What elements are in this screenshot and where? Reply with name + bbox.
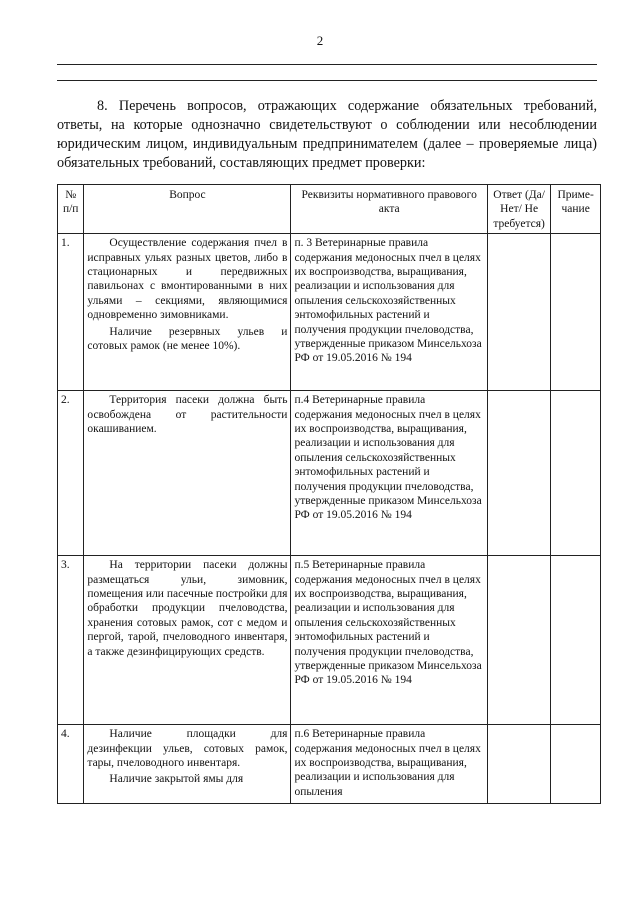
row-number: 3. [58,556,84,725]
answer-cell[interactable] [487,725,550,804]
header-rule-bottom [57,80,597,81]
question-text: Наличие площадки для дезинфекции ульев, сотовых рамок, тары, пчеловодного инвентаря. [87,728,288,770]
reference-cell: п.6 Ветеринарные правила содержания медоносных пчел в целях их воспроизводства, выращивания, реализации и использования для опыления [291,725,487,804]
table-header-row [58,185,601,234]
note-cell[interactable] [551,391,601,556]
header-question: Вопрос [84,185,291,234]
table-row [58,234,601,391]
table-row [58,391,601,556]
question-text: Наличие резервных ульев и сотовых рамок (не менее 10%). [87,325,288,353]
note-cell[interactable] [551,725,601,804]
header-note: Приме-чание [551,185,601,234]
question-text: Территория пасеки должна быть освобождена от растительности окашиванием. [87,394,288,436]
answer-cell[interactable] [487,391,550,556]
question-text: Осуществление содержания пчел в исправных ульях разных цветов, либо в стационарных и передвижных павильонах с вмонтированными в них ульями – секциями, являющимися одновременно зимовниками. [87,237,288,322]
row-number: 1. [58,234,84,391]
reference-cell: п.4 Ветеринарные правила содержания медоносных пчел в целях их воспроизводства, выращивания, реализации и использования для опыления сельскохозяйственных энтомофильных растений и получения продукции пчеловодства, утвержденные приказом Минсельхоза РФ от 19.05.2016 № 194 [291,391,487,556]
question-cell [84,556,291,725]
section-intro-paragraph: 8. Перечень вопросов, отражающих содержание обязательных требований, ответы, на которые однозначно свидетельствуют о соблюдении или несоблюдении юридическим лицом, индивидуальным предпринимателем (далее – проверяемые лица) обязательных требований, составляющих предмет проверки: [57,98,597,171]
question-text: Наличие закрытой ямы для [109,773,244,786]
table-row [58,725,601,804]
question-cell [84,725,291,804]
requirements-table [57,184,601,804]
table-row [58,556,601,725]
question-text: На территории пасеки должны размещаться ульи, зимовник, помещения или пасечные постройки для обработки продукции пчеловодства, хранения сотовых рамок, сот с медом и пергой, тарой, пчеловодного инвентаря, а также дезинфицирующих средств. [87,559,288,658]
question-cell [84,391,291,556]
answer-cell[interactable] [487,234,550,391]
header-answer: Ответ (Да/ Нет/ Не требуется) [487,185,550,234]
answer-cell[interactable] [487,556,550,725]
header-num: № п/п [58,185,84,234]
question-cell [84,234,291,391]
reference-cell: п.5 Ветеринарные правила содержания медоносных пчел в целях их воспроизводства, выращивания, реализации и использования для опыления сельскохозяйственных энтомофильных растений и получения продукции пчеловодства, утвержденные приказом Минсельхоза РФ от 19.05.2016 № 194 [291,556,487,725]
row-number: 2. [58,391,84,556]
reference-cell: п. 3 Ветеринарные правила содержания медоносных пчел в целях их воспроизводства, выращивания, реализации и использования для опыления сельскохозяйственных энтомофильных растений и получения продукции пчеловодства, утвержденные приказом Минсельхоза РФ от 19.05.2016 № 194 [291,234,487,391]
note-cell[interactable] [551,556,601,725]
note-cell[interactable] [551,234,601,391]
page-number: 2 [316,33,324,48]
header-rule-top [57,64,597,65]
header-reference: Реквизиты нормативного правового акта [291,185,487,234]
row-number: 4. [58,725,84,804]
